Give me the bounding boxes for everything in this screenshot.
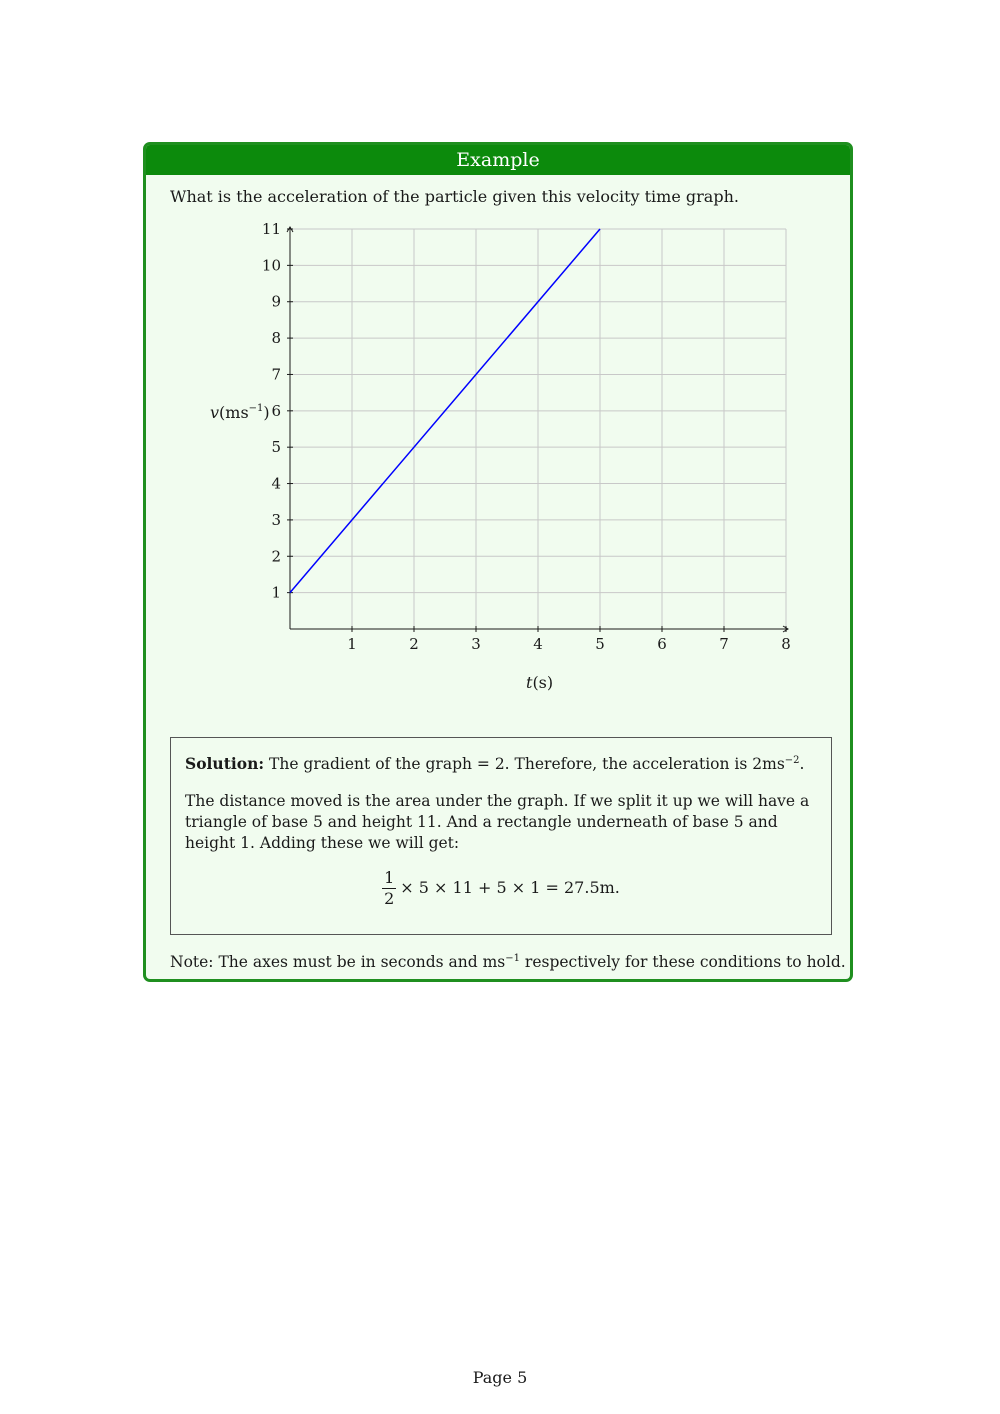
x-tick-label: 5 [595,635,605,653]
solution-formula: $\frac{1}{2}$ × 5 × 11 + 5 × 1 = 27.5m. [384,868,620,909]
y-tick-label: 1 [271,583,281,602]
chart-grid [290,229,786,629]
y-tick-label: 5 [271,438,281,457]
solution-paragraph-2: The distance moved is the area under the graph. If we split it up we will have a triangle of base 5 and height 11. And a rectangle underneath of base 5 and height 1. Adding these we will get: [185,792,810,853]
solution-label: Solution: [185,754,265,774]
x-tick-label: 2 [409,635,419,653]
solution-line-1: Solution: The gradient of the graph = 2. Therefore, the acceleration is $2ms^{-2}$. [185,754,805,774]
fraction: $\frac{1}{2}$ [384,868,395,909]
y-tick-label: 6 [271,401,281,420]
velocity-time-chart [146,145,850,705]
y-tick-label: 8 [271,329,281,348]
solution-box [170,737,832,935]
y-tick-label: 3 [271,510,281,529]
y-tick-label: 10 [261,256,281,275]
y-tick-label: 2 [271,547,281,566]
page-number: Page 5 [472,1368,528,1387]
x-axis-label: t(s) [526,673,554,692]
x-tick-label: 7 [719,635,729,653]
y-tick-label: 11 [261,220,281,238]
x-tick-label: 3 [471,635,481,653]
x-tick-label: 6 [657,635,667,653]
y-tick-label: 4 [271,474,281,493]
y-tick-label: 7 [271,365,281,384]
y-tick-label: 9 [271,292,281,311]
note-text: Note: The axes must be in seconds and $ms^{-1}$ respectively for these conditions to hold. [170,953,846,972]
example-title: Example [146,145,850,175]
chart-ticks [262,220,791,653]
question-text: What is the acceleration of the particle given this velocity time graph. [170,187,739,206]
x-tick-label: 4 [533,635,543,653]
example-box [143,142,853,982]
x-tick-label: 1 [347,635,357,653]
y-axis-label: $v(ms^{-1})$ [210,403,270,422]
x-tick-label: 8 [781,635,791,653]
